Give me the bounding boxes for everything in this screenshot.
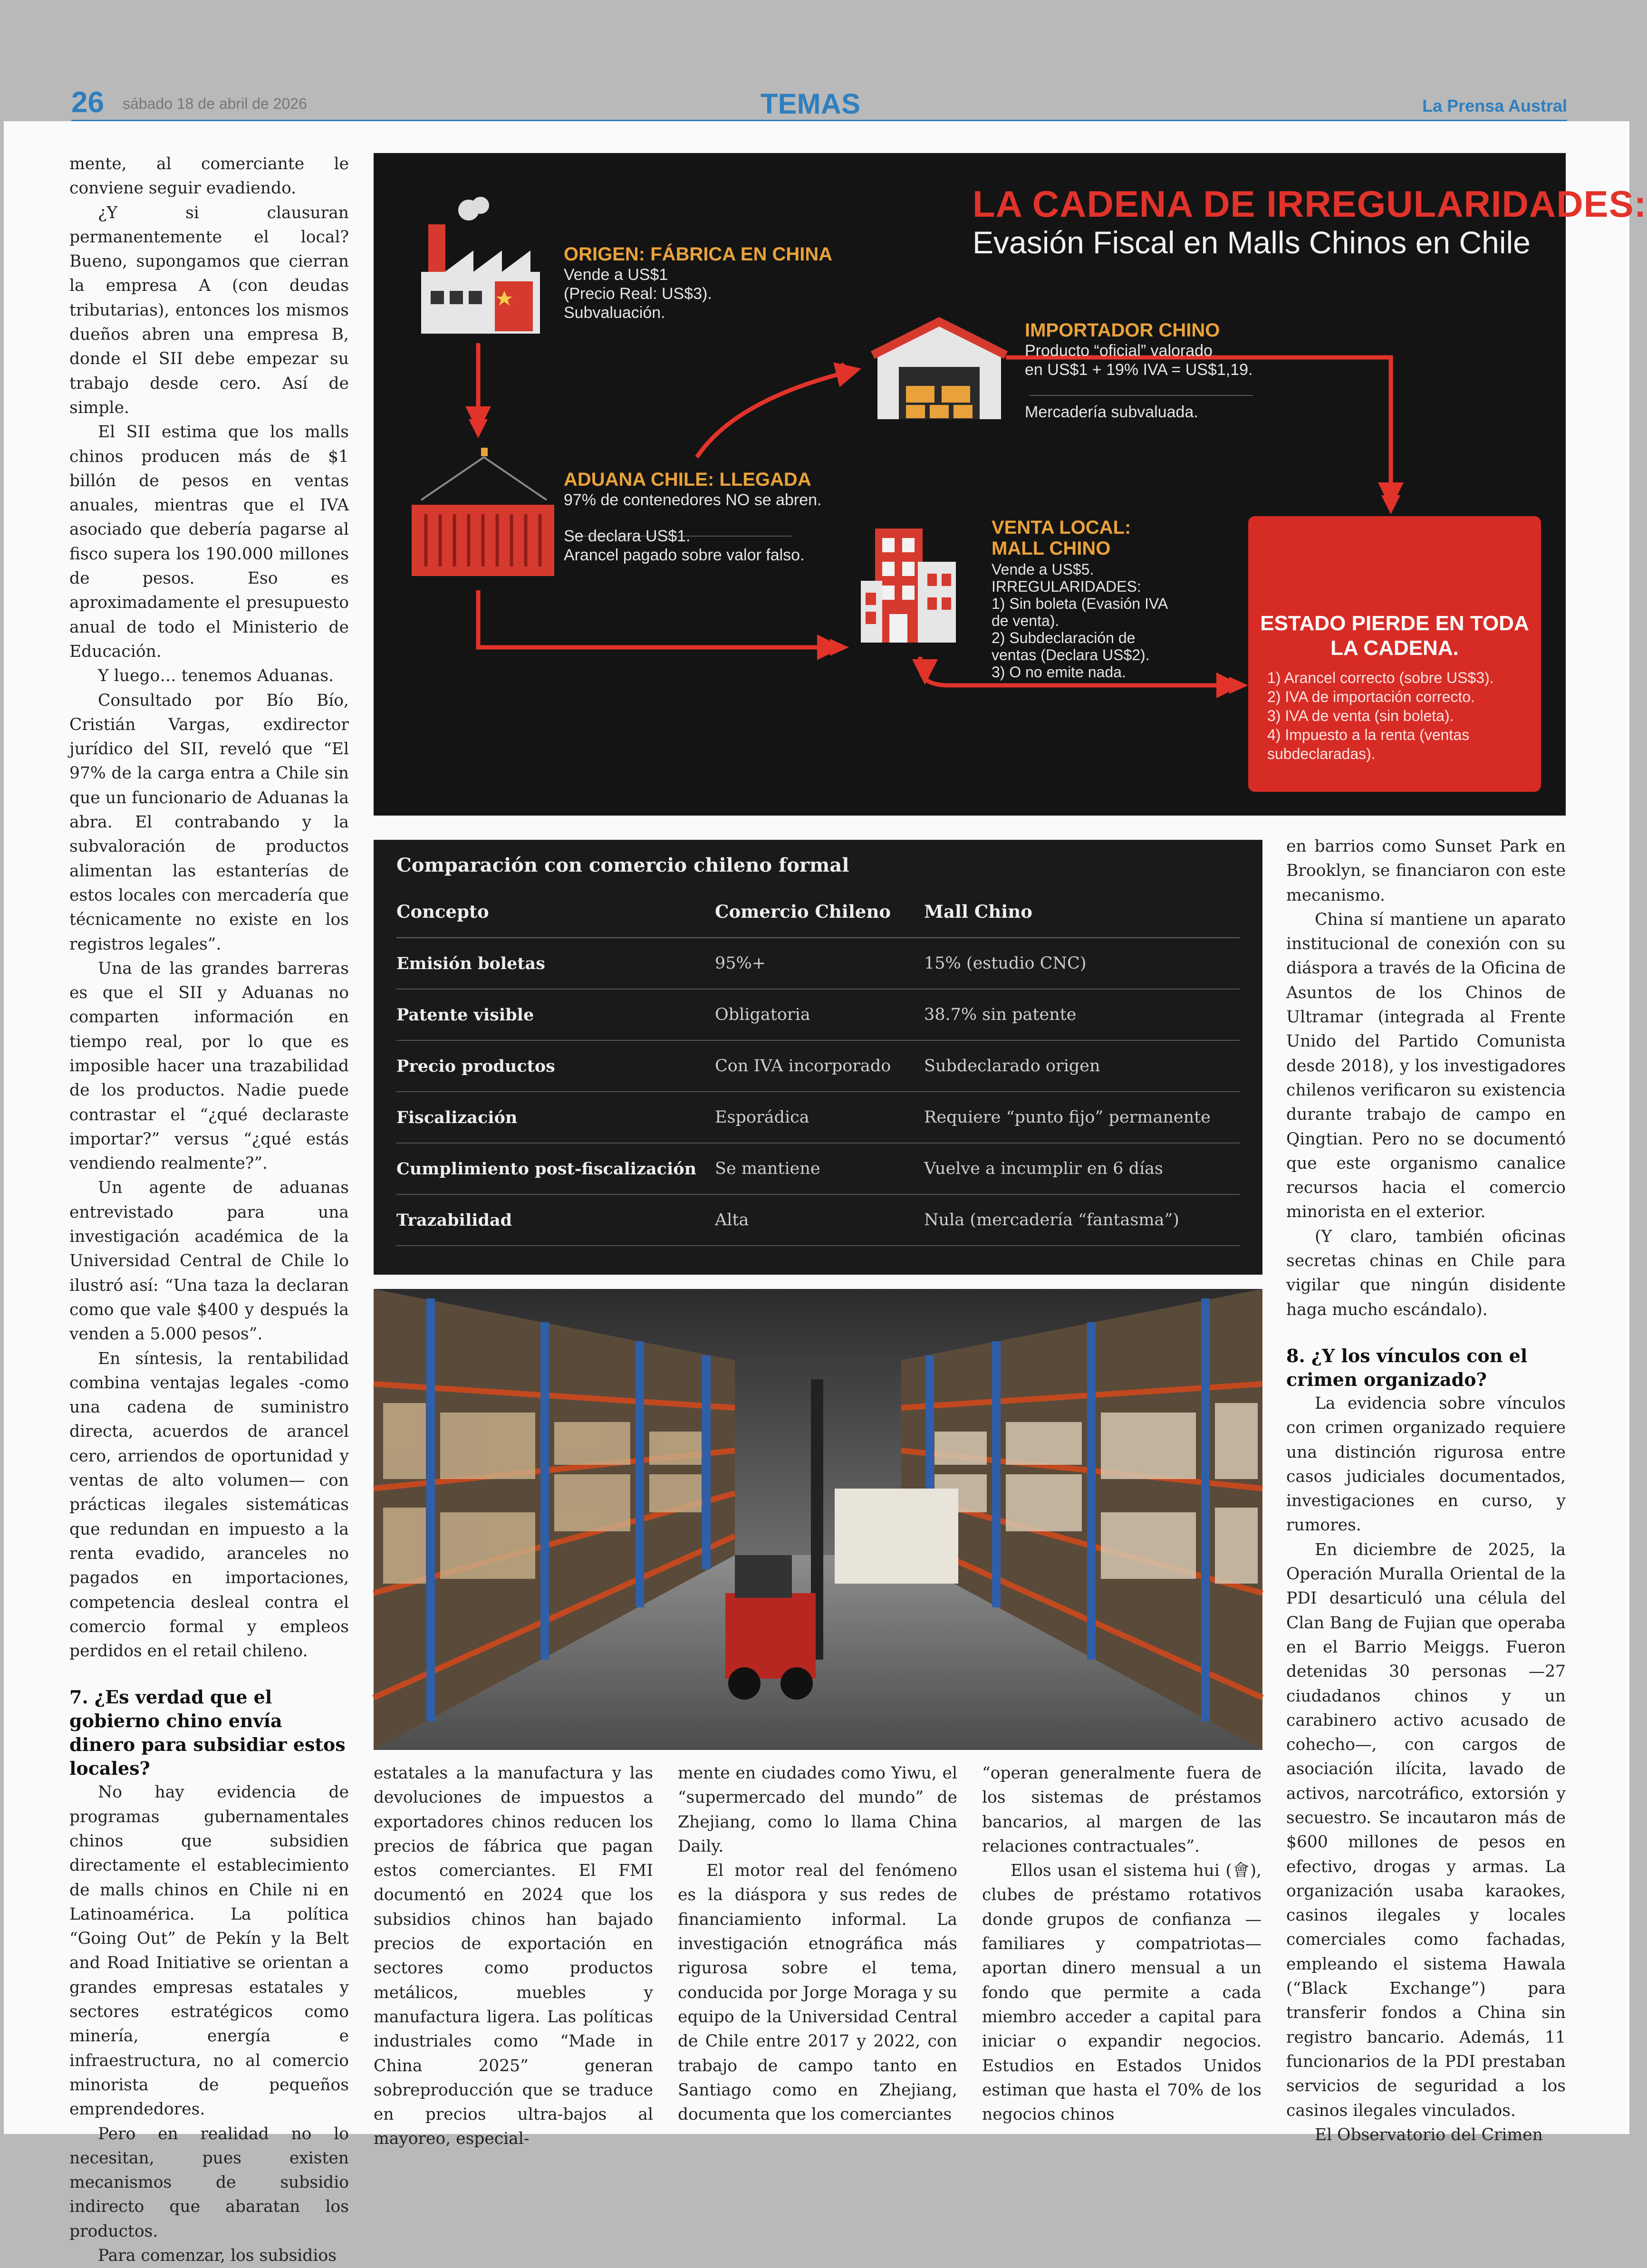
- customs-text: 97% de contenedores NO se abren.: [564, 491, 822, 509]
- table-cell: Precio productos: [396, 1040, 715, 1092]
- paragraph: ¿Y si clausuran permanentemente el local? Bueno, supongamos que cierran la empresa A (con deudas tributarias), entonces los mismos dueños abren una empresa B, donde el SII debe empezar su trabajo desde cero. Así de simple.: [69, 203, 349, 417]
- paragraph: En síntesis, la rentabilidad combina ventajas legales -como una cadena de suministro directa, acuerdos de arancel cero, arriendos de oportunidad y ventas de alto volumen— con prácticas ilegales sistemáticas que redundan en impuesto a la renta evadido, aranceles no pagados en importaciones, competencia desleal contra el comercio formal y empleos perdidos en el retail chileno.: [69, 1349, 349, 1661]
- paragraph: La evidencia sobre vínculos con crimen organizado requiere una distinción rigurosa entre casos judiciales documentados, investigaciones en curso, y rumores.: [1286, 1393, 1566, 1535]
- mall-building-icon: [861, 529, 956, 643]
- article-column-3: [678, 1761, 957, 2127]
- paragraph: (Y claro, también oficinas secretas chinas en Chile para vigilar que ningún disidente haga mucho escándalo).: [1286, 1227, 1566, 1319]
- table-row: [396, 1040, 1240, 1092]
- article-column-1: [69, 152, 349, 2268]
- origin-heading: ORIGEN: FÁBRICA EN CHINA: [564, 244, 833, 265]
- table-cell: Obligatoria: [715, 989, 924, 1040]
- list-item: 1) Arancel correcto (sobre US$3).: [1267, 669, 1494, 686]
- paragraph: “operan generalmente fuera de los sistemas de préstamos bancarios, al margen de las relaciones contractuales”.: [982, 1764, 1262, 1856]
- warehouse-icon: [873, 322, 1006, 419]
- comparison-table: [396, 885, 1240, 1246]
- paragraph: Un agente de aduanas entrevistado para una investigación académica de la Universidad Central de Chile lo ilustró así: “Una taza la declaran como que vale $400 y después la venden a 5.000 pesos”.: [69, 1178, 349, 1344]
- table-cell: 95%+: [715, 938, 924, 989]
- table-row: [396, 989, 1240, 1040]
- table-cell: Trazabilidad: [396, 1194, 715, 1246]
- issue-date: sábado 18 de abril de 2026: [123, 95, 307, 112]
- state-loss-box: [1248, 516, 1541, 792]
- table-cell: Requiere “punto fijo” permanente: [924, 1092, 1240, 1143]
- table-cell: Vuelve a incumplir en 6 días: [924, 1143, 1240, 1194]
- state-loss-list: [1267, 668, 1541, 763]
- table-cell: Fiscalización: [396, 1092, 715, 1143]
- table-cell: Patente visible: [396, 989, 715, 1040]
- column-header: Concepto: [396, 885, 715, 938]
- paragraph: China sí mantiene un aparato institucional de conexión con su diáspora a través de la Oficina de Asuntos de los Chinos de Ultramar (integrada al Frente Unido del Partido Comunista desde 2018), y los investigadores chilenos verificaron su existencia durante trabajo de campo en Qingtian. Pero no se documentó que este organismo canalice recursos hacia el comercio minorista en el exterior.: [1286, 910, 1566, 1222]
- table-cell: Esporádica: [715, 1092, 924, 1143]
- comparison-table-box: [374, 840, 1262, 1275]
- paragraph: Una de las grandes barreras es que el SII y Aduanas no comparten información en tiempo real, por lo que es imposible hacer una trazabilidad de los productos. Nadie puede contrastar el “¿qué declaraste importar?” versus “¿qué estás vendiendo realmente?”.: [69, 959, 349, 1173]
- paragraph: En diciembre de 2025, la Operación Muralla Oriental de la PDI desarticuló una célula del Clan Bang de Fujian que operaba en el Barrio Meiggs. Fueron detenidas 30 personas —27 ciudadanos chinos y un carabinero activo acusado de cohecho—, con cargos de asociación ilícita, lavado de activos, narcotráfico, extorsión y secuestro. Se incautaron más de $600 millones de pesos en efectivo, drogas y armas. La organización usaba karaokes, casinos ilegales y locales comerciales como fachadas, empleando el sistema Hawala (“Black Exchange”) para transferir fondos a China sin registro bancario. Además, 11 funcionarios de la PDI prestaban servicios de seguridad a los casinos ilegales vinculados.: [1286, 1540, 1566, 2120]
- paragraph: en barrios como Sunset Park en Brooklyn, se financiaron con este mecanismo.: [1286, 837, 1566, 905]
- paragraph: El motor real del fenómeno es la diáspora y sus redes de financiamiento informal. La investigación etnográfica más rigurosa sobre el tema, conducida por Jorge Moraga y su equipo de la Universidad Central de Chile entre 2017 y 2022, con trabajo de campo tanto en Santiago como en Zhejiang, documenta que los comerciantes: [678, 1861, 957, 2124]
- paragraph: Ellos usan el sistema hui (會), clubes de préstamo rotativos donde grupos de confianza —familiares y compatriotas— aportan dinero mensual a un fondo que permite a cada miembro acceder a capital para iniciar o expandir negocios. Estudios en Estados Unidos estiman que hasta el 70% de los negocios chinos: [982, 1861, 1262, 2124]
- importer-heading: IMPORTADOR CHINO: [1025, 320, 1220, 341]
- importer-note: Mercadería subvaluada.: [1025, 403, 1198, 421]
- list-item: 3) IVA de venta (sin boleta).: [1267, 707, 1454, 724]
- warehouse-photo: [374, 1289, 1262, 1750]
- paragraph: mente, al comerciante le conviene seguir evadiendo.: [69, 154, 349, 198]
- paragraph: mente en ciudades como Yiwu, el “supermercado del mundo” de Zhejiang, como lo llama China Daily.: [678, 1764, 957, 1856]
- retail-heading: VENTA LOCAL: MALL CHINO: [992, 517, 1131, 559]
- table-cell: 38.7% sin patente: [924, 989, 1240, 1040]
- infographic-subtitle: Evasión Fiscal en Malls Chinos en Chile: [973, 225, 1531, 260]
- table-row: [396, 1143, 1240, 1194]
- section-title: TEMAS: [761, 88, 860, 120]
- article-column-5: [1286, 835, 1566, 2147]
- table-cell: Emisión boletas: [396, 938, 715, 989]
- customs-heading: ADUANA CHILE: LLEGADA: [564, 469, 811, 490]
- paragraph: El SII estima que los malls chinos producen más de $1 billón de pesos en ventas anuales, mientras que el IVA asociado que debería pagarse al fisco supera los 190.000 millones de pesos. Eso es aproximadamente el presupuesto anual de todo el Ministerio de Educación.: [69, 423, 349, 661]
- table-cell: 15% (estudio CNC): [924, 938, 1240, 989]
- table-cell: Cumplimiento post-fiscalización: [396, 1143, 715, 1194]
- paragraph: estatales a la manufactura y las devoluciones de impuestos a exportadores chinos reducen los precios de fábrica que pagan estos comerciantes. El FMI documentó en 2024 que los subsidios chinos han bajado precios de exportación en sectores como productos metálicos, muebles y manufactura ligera. Las políticas industriales como “Made in China 2025” generan sobreproducción que se traduce en precios ultra-bajos al mayoreo, especial-: [374, 1764, 653, 2149]
- article-column-4: [982, 1761, 1262, 2127]
- article-column-2: [374, 1761, 653, 2152]
- importer-text: Producto “oficial” valorado en US$1 + 19% IVA = US$1,19.: [1025, 342, 1253, 379]
- retail-text: Vende a US$5. IRREGULARIDADES: 1) Sin boleta (Evasión IVA de venta). 2) Subdeclaración de ventas (Declara US$2). 3) O no emite nada.: [992, 561, 1168, 681]
- table-cell: Alta: [715, 1194, 924, 1246]
- paragraph: Para comenzar, los subsidios: [98, 2246, 337, 2266]
- table-cell: Nula (mercadería “fantasma”): [924, 1194, 1240, 1246]
- list-item: 2) IVA de importación correcto.: [1267, 688, 1475, 705]
- factory-icon: [421, 197, 540, 334]
- section-heading-8: 8. ¿Y los vínculos con el crimen organizado?: [1286, 1345, 1528, 1390]
- origin-text: Vende a US$1 (Precio Real: US$3). Subvaluación.: [564, 266, 712, 322]
- paragraph: No hay evidencia de programas gubernamentales chinos que subsidien directamente el establecimiento de malls chinos en Chile ni en Latinoamérica. La política “Going Out” de Pekín y la Belt and Road Initiative se orientan a grandes empresas estatales y sectores estratégicos como minería, energía e infraestructura, no al comercio minorista de pequeños emprendedores.: [69, 1783, 349, 2119]
- list-item: 4) Impuesto a la renta (ventas subdeclaradas).: [1267, 726, 1470, 762]
- table-cell: Con IVA incorporado: [715, 1040, 924, 1092]
- table-header-row: [396, 885, 1240, 938]
- paragraph: Y luego… tenemos Aduanas.: [98, 666, 334, 686]
- table-cell: Subdeclarado origen: [924, 1040, 1240, 1092]
- table-row: [396, 1194, 1240, 1246]
- customs-note: Se declara US$1. Arancel pagado sobre valor falso.: [564, 527, 805, 564]
- section-heading-7: 7. ¿Es verdad que el gobierno chino envía dinero para subsidiar estos locales?: [69, 1686, 346, 1779]
- paragraph: El Observatorio del Crimen: [1315, 2125, 1543, 2144]
- table-row: [396, 938, 1240, 989]
- infographic-title: LA CADENA DE IRREGULARIDADES:: [973, 183, 1647, 225]
- infographic: [374, 153, 1647, 816]
- publication-name: La Prensa Austral: [1422, 96, 1567, 115]
- paragraph: Pero en realidad no lo necesitan, pues existen mecanismos de subsidio indirecto que abaratan los productos.: [69, 2124, 349, 2241]
- table-caption: Comparación con comercio chileno formal: [396, 854, 849, 876]
- state-loss-heading: ESTADO PIERDE EN TODA LA CADENA.: [1260, 612, 1529, 660]
- paragraph: Consultado por Bío Bío, Cristián Vargas, exdirector jurídico del SII, reveló que “El 97% de la carga entra a Chile sin que un funcionario de Aduanas la abra. El contrabando y la subvaloración de productos alimentan las estanterías de estos locales con mercadería que técnicamente no existe en los registros legales”.: [69, 691, 349, 954]
- column-header: Mall Chino: [924, 885, 1240, 938]
- page-header: [0, 86, 1634, 124]
- page-number: 26: [71, 86, 104, 119]
- table-cell: Se mantiene: [715, 1143, 924, 1194]
- table-row: [396, 1092, 1240, 1143]
- warehouse-photo-art: [374, 1289, 1262, 1750]
- container-icon: [412, 448, 554, 576]
- column-header: Comercio Chileno: [715, 885, 924, 938]
